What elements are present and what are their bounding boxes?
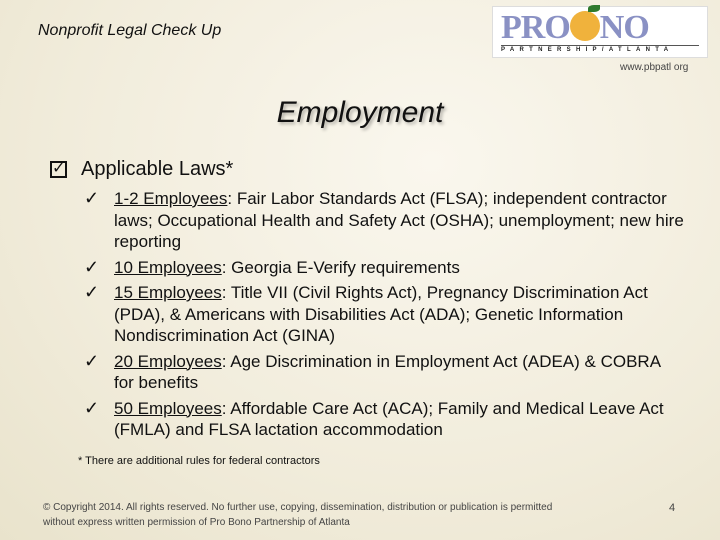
list-item <box>84 257 684 279</box>
item-text: : Georgia E-Verify requirements <box>221 257 460 277</box>
pro-bono-logo: PRO NO PARTNERSHIP/ATLANTA <box>492 6 708 58</box>
logo-subtitle: PARTNERSHIP/ATLANTA <box>501 47 674 53</box>
list-item <box>84 282 684 347</box>
copyright: © Copyright 2014. All rights reserved. No further use, copying, dissemination, distribution or publication is permitted without express written permission of Pro Bono Partnership of Atlanta <box>43 502 553 528</box>
item-text: : Affordable Care Act (ACA); Family and Medical Leave Act (FMLA) and FLSA lactation accommodation <box>114 398 664 439</box>
item-text: : Title VII (Civil Rights Act), Pregnancy Discrimination Act (PDA), & Americans with Disabilities Act (ADA); Genetic Information Nondiscrimination Act (GINA) <box>114 283 648 345</box>
slide-title: Employment <box>276 96 444 129</box>
item-text: : Fair Labor Standards Act (FLSA); independent contractor laws; Occupational Health and Safety Act (OSHA); unemployment; new hire reporting <box>114 189 684 251</box>
item-lead: 20 Employees <box>114 351 222 371</box>
section-label: Applicable Laws* <box>81 158 234 180</box>
item-lead: 50 Employees <box>114 398 222 418</box>
checkmark-icon: ✓ <box>84 188 100 208</box>
list-item <box>84 398 684 441</box>
section-heading <box>50 158 233 181</box>
header-title: Nonprofit Legal Check Up <box>38 22 222 39</box>
item-lead: 1-2 Employees <box>114 189 228 208</box>
list-item <box>84 351 684 394</box>
page-number: 4 <box>669 502 676 514</box>
checkmark-icon: ✓ <box>84 350 100 371</box>
item-lead: 10 Employees <box>114 257 222 277</box>
checkmark-icon: ✓ <box>84 256 100 277</box>
item-lead: 15 Employees <box>114 283 222 302</box>
checkbox-icon: ✓ <box>52 160 66 177</box>
peach-icon <box>570 11 600 41</box>
checkmark-icon: ✓ <box>84 282 100 302</box>
item-text: : Age Discrimination in Employment Act (ADEA) & COBRA for benefits <box>114 351 661 392</box>
checkmark-icon: ✓ <box>84 397 100 418</box>
law-list <box>84 188 684 445</box>
website-url: www.pbpatl org <box>620 62 689 73</box>
footnote: * There are additional rules for federal contractors <box>78 455 320 467</box>
list-item <box>84 188 684 253</box>
